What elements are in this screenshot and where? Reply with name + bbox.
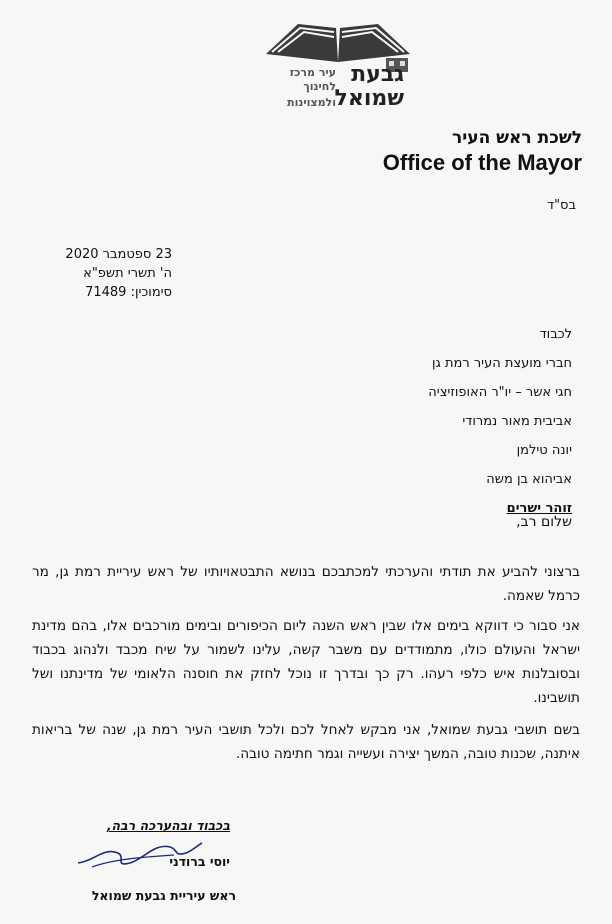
office-title-hebrew: לשכת ראש העיר bbox=[452, 128, 582, 148]
municipality-logo bbox=[258, 14, 418, 114]
recipient-line: חגי אשר – יו"ר האופוזיציה bbox=[428, 385, 572, 400]
logo-tagline1: עיר מרכז bbox=[289, 66, 336, 79]
recipients-list bbox=[428, 327, 572, 530]
bsd-mark: בס"ד bbox=[546, 198, 576, 213]
recipient-line: אביבית מאור נמרודי bbox=[462, 414, 572, 429]
closing-line: בכבוד ובהערכה רבה, bbox=[106, 818, 230, 833]
recipient-underlined: זוהר ישרים bbox=[506, 501, 572, 516]
date-block bbox=[42, 245, 172, 302]
paragraph-1: ברצוני להביע את תודתי והערכתי למכתבכם בנושא התבטאויותיו של ראש עיריית רמת גן, מר כרמל שאמה. bbox=[32, 564, 580, 604]
recipient-line: חברי מועצת העיר רמת גן bbox=[431, 356, 572, 371]
greeting: שלום רב, bbox=[516, 514, 572, 530]
recipient-line: לכבוד bbox=[539, 327, 572, 342]
logo-tagline3: ולמצוינות bbox=[287, 96, 336, 109]
reference-number: סימוכין: 71489 bbox=[85, 285, 172, 300]
paragraph-2: אני סבור כי דווקא בימים אלו שבין ראש השנה ליום הכיפורים ובימים מורכבים אלו, בהם מדינת ישראל והעולם כולו, מתמודדים עם משבר קשה, עלינו לשמור על שיח מכבד ולנהוג בכבוד ובסובלנות איש כלפי רעהו. רק כך ובדרך זו נוכל לחזק את חוסנה הלאומי של מדינתנו ושל תושבינו. bbox=[32, 618, 580, 706]
signer-name: יוסי ברודני bbox=[169, 854, 230, 869]
date-gregorian: 23 ספטמבר 2020 bbox=[65, 247, 172, 262]
logo-name-line1: גבעת bbox=[351, 62, 404, 87]
recipient-line: יונה טילמן bbox=[516, 443, 572, 458]
logo-name-line2: שמואל bbox=[334, 86, 404, 111]
paragraph-3: בשם תושבי גבעת שמואל, אני מבקש לאחל לכם ולכל תושבי העיר רמת גן, שנה של בריאות איתנה, שכנות טובה, המשך יצירה ועשייה וגמר חתימה טובה. bbox=[32, 722, 580, 762]
signer-title: ראש עיריית גבעת שמואל bbox=[91, 888, 236, 903]
logo-tagline2: לחינוך bbox=[303, 80, 336, 93]
date-hebrew: ה' תשרי תשפ"א bbox=[83, 266, 172, 281]
office-title-english: Office of the Mayor bbox=[382, 150, 582, 175]
recipient-line: אביהוא בן משה bbox=[486, 472, 572, 487]
